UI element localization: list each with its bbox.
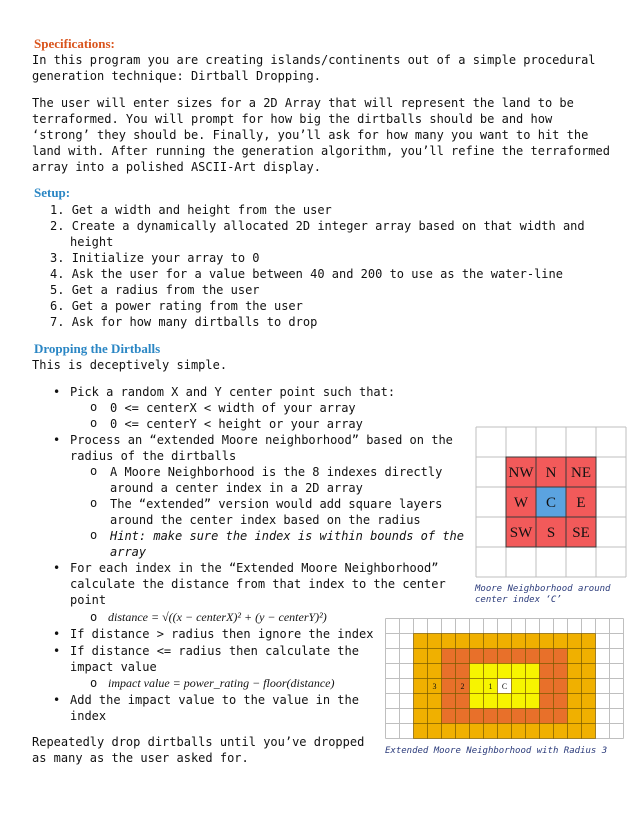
circle-bullet-icon: o [90, 416, 98, 430]
ring-middle-cell [498, 649, 512, 664]
list-item [50, 202, 585, 218]
text-line: impact value [70, 660, 157, 674]
ring-outer-cell [582, 664, 596, 679]
circle-bullet-icon: o [90, 528, 98, 542]
cell-label: W [513, 495, 529, 511]
ring-inner-cell [484, 694, 498, 709]
bullet-calculate-impact [70, 643, 359, 675]
text-line: index [70, 709, 107, 723]
sub-bullet-centerx: 0 <= centerX < width of your array [110, 401, 356, 415]
ring-middle-cell [554, 679, 568, 694]
sub-bullet-hint [110, 528, 464, 560]
list-text: Ask for how many dirtballs to drop [71, 315, 318, 329]
moore-cells [506, 457, 596, 547]
list-number: 2. [50, 219, 65, 233]
ring-middle-cell [554, 649, 568, 664]
ring-inner-cell [512, 679, 526, 694]
ring-outer-cell [540, 724, 554, 739]
bullet-dot-icon: • [53, 644, 61, 658]
ring-outer-cell [568, 709, 582, 724]
ring-outer-cell [428, 634, 442, 649]
bullet-add-impact [70, 692, 359, 724]
ring-inner-cell [498, 664, 512, 679]
ring-inner-cell [484, 664, 498, 679]
list-text: Get a width and height from the user [71, 203, 332, 217]
list-item [50, 266, 585, 282]
ring-middle-cell [540, 679, 554, 694]
ring-middle-cell [456, 649, 470, 664]
ring-inner-cell [526, 664, 540, 679]
ring-middle-cell [512, 709, 526, 724]
ring-outer-cell [582, 634, 596, 649]
ring-middle-cell [540, 664, 554, 679]
ring-inner-cell [498, 694, 512, 709]
ring-label: 3 [432, 682, 437, 691]
ring-outer-cell [456, 724, 470, 739]
text-line: point [70, 593, 107, 607]
specifications-heading: Specifications: [34, 36, 115, 51]
ring-outer-cell [414, 634, 428, 649]
list-text: Ask the user for a value between 40 and 200 to use as the water-line [71, 267, 563, 281]
ring-middle-cell [540, 694, 554, 709]
list-number: 7. [50, 315, 65, 329]
ring-outer-cell [512, 634, 526, 649]
cell-label: N [545, 465, 557, 481]
list-number: 5. [50, 283, 65, 297]
ring-outer-cell [582, 649, 596, 664]
text-line: ‘strong’ they should be. Finally, you’ll ask for how many you want to hit the [32, 128, 589, 142]
ring-middle-cell [554, 664, 568, 679]
list-number: 6. [50, 299, 65, 313]
distance-formula: distance = √((x − centerX)² + (y − centerY)²) [108, 610, 327, 624]
ring-middle-cell [456, 709, 470, 724]
ring-outer-cell [554, 634, 568, 649]
bullet-ignore-index: If distance > radius then ignore the index [70, 627, 374, 641]
ring-outer-cell [554, 724, 568, 739]
ring-middle-cell [442, 664, 456, 679]
ring-middle-cell [470, 709, 484, 724]
text-line: land with. After running the generation algorithm, you’ll refine the terraformed [32, 144, 610, 158]
list-item [50, 250, 585, 266]
bullet-extended-moore [70, 432, 453, 464]
ring-middle-cell [540, 709, 554, 724]
text-line: as many as the user asked for. [32, 751, 249, 765]
ring-outer-cell [428, 709, 442, 724]
ring-inner-cell [526, 679, 540, 694]
text-line: around the center index based on the radius [110, 513, 421, 527]
ring-outer-cell [484, 724, 498, 739]
ring-outer-cell [582, 679, 596, 694]
sub-bullet-moore-definition [110, 464, 442, 496]
ring-outer-cell [568, 694, 582, 709]
list-number: 1. [50, 203, 65, 217]
ring-middle-cell [470, 649, 484, 664]
list-text: Get a power rating from the user [71, 299, 303, 313]
ring-outer-cell [414, 724, 428, 739]
ring-inner-cell [470, 679, 484, 694]
text-line: array [110, 545, 147, 559]
ring-middle-cell [442, 694, 456, 709]
text-line: calculate the distance from that index to the center [70, 577, 446, 591]
ring-outer-cell [498, 724, 512, 739]
ring-middle-cell [554, 694, 568, 709]
ring-outer-cell [442, 634, 456, 649]
list-text: Get a radius from the user [71, 283, 260, 297]
cell-label: S [546, 525, 556, 541]
ring-outer-cell [498, 634, 512, 649]
text-line: array into a polished ASCII-Art display. [32, 160, 321, 174]
ring-inner-cell [470, 694, 484, 709]
ring-middle-cell [526, 709, 540, 724]
ring-outer-cell [512, 724, 526, 739]
circle-bullet-icon: o [90, 400, 98, 414]
text-line: Hint: make sure the index is within bounds of the [110, 529, 465, 543]
ring-outer-cell [582, 724, 596, 739]
sub-bullet-centery: 0 <= centerY < height or your array [110, 417, 363, 431]
setup-heading: Setup: [34, 185, 71, 200]
list-text: Create a dynamically allocated 2D integer array based on that width and [71, 219, 585, 233]
ring-inner-cell [512, 664, 526, 679]
ring-middle-cell [442, 679, 456, 694]
text-line: radius of the dirtballs [70, 449, 237, 463]
ring-outer-cell [442, 724, 456, 739]
sub-bullet-extended-version [110, 496, 442, 528]
ring-outer-cell [470, 724, 484, 739]
bullet-dot-icon: • [53, 385, 61, 399]
circle-bullet-icon: o [90, 464, 98, 478]
ring-middle-cell [484, 709, 498, 724]
list-number: 4. [50, 267, 65, 281]
bullet-dot-icon: • [53, 561, 61, 575]
cell-label: NE [571, 465, 591, 481]
ring-middle-cell [554, 709, 568, 724]
ring-middle-cell [512, 649, 526, 664]
extended-moore-figure [385, 618, 626, 740]
specifications-paragraph-1 [32, 52, 596, 84]
bullet-dot-icon: • [53, 433, 61, 447]
cell-label: C [545, 495, 557, 511]
ring-outer-cell [568, 664, 582, 679]
ring-middle-cell [484, 649, 498, 664]
extended-caption: Extended Moore Neighborhood with Radius 3 [385, 746, 608, 756]
ring-outer-cell [428, 664, 442, 679]
ring-outer-cell [484, 634, 498, 649]
text-line: For each index in the “Extended Moore Neighborhood” [70, 561, 439, 575]
cell-label: SE [572, 525, 590, 541]
text-line: The user will enter sizes for a 2D Array that will represent the land to be [32, 96, 574, 110]
list-item [50, 282, 585, 298]
specifications-paragraph-2 [32, 95, 610, 175]
ring-outer-cell [582, 709, 596, 724]
list-item [50, 298, 585, 314]
ring-inner-cell [526, 694, 540, 709]
ring-middle-cell [526, 649, 540, 664]
text-line: generation technique: Dirtball Dropping. [32, 69, 321, 83]
caption-line: Moore Neighborhood around [475, 584, 611, 594]
text-line: The “extended” version would add square layers [110, 497, 443, 511]
ring-middle-cell [456, 664, 470, 679]
text-line: around a center index in a 2D array [110, 481, 363, 495]
ring-label: C [501, 682, 508, 691]
ring-middle-cell [540, 649, 554, 664]
dropping-intro: This is deceptively simple. [32, 358, 228, 372]
text-line: terraformed. You will prompt for how big the dirtballs should be and how [32, 112, 553, 126]
ring-outer-cell [414, 649, 428, 664]
ring-middle-cell [498, 709, 512, 724]
list-text: Initialize your array to 0 [71, 251, 260, 265]
ring-middle-cell [442, 649, 456, 664]
list-item [50, 314, 585, 330]
ring-outer-cell [414, 709, 428, 724]
bullet-random-center: Pick a random X and Y center point such that: [70, 385, 396, 399]
circle-bullet-icon: o [90, 610, 98, 624]
text-line: Repeatedly drop dirtballs until you’ve dropped [32, 735, 365, 749]
closing-paragraph [32, 734, 364, 766]
setup-list [50, 202, 585, 330]
ring-outer-cell [540, 634, 554, 649]
ring-middle-cell [456, 694, 470, 709]
ring-outer-cell [568, 679, 582, 694]
list-item [50, 218, 585, 234]
ring-outer-cell [428, 694, 442, 709]
ring-outer-cell [414, 694, 428, 709]
circle-bullet-icon: o [90, 676, 98, 690]
moore-neighborhood-figure [475, 426, 627, 578]
text-line: Process an “extended Moore neighborhood” based on the [70, 433, 453, 447]
ring-outer-cell [526, 634, 540, 649]
list-number: 3. [50, 251, 65, 265]
ring-outer-cell [414, 679, 428, 694]
ring-middle-cell [442, 709, 456, 724]
ring-inner-cell [512, 694, 526, 709]
dropping-heading: Dropping the Dirtballs [34, 341, 161, 356]
list-item-continuation: height [70, 235, 114, 249]
cell-label: NW [508, 465, 534, 481]
bullet-calculate-distance [70, 560, 446, 608]
ring-label: 1 [488, 682, 493, 691]
ring-outer-cell [582, 694, 596, 709]
cell-label: SW [509, 525, 533, 541]
circle-bullet-icon: o [90, 496, 98, 510]
text-line: A Moore Neighborhood is the 8 indexes directly [110, 465, 443, 479]
ring-outer-cell [428, 649, 442, 664]
ring-outer-cell [414, 664, 428, 679]
ring-outer-cell [428, 724, 442, 739]
text-line: Add the impact value to the value in the [70, 693, 359, 707]
bullet-dot-icon: • [53, 627, 61, 641]
caption-line: center index ‘C’ [475, 595, 562, 605]
ring-outer-cell [526, 724, 540, 739]
cell-label: E [576, 495, 586, 511]
ring-outer-cell [568, 724, 582, 739]
text-line: If distance <= radius then calculate the [70, 644, 359, 658]
moore-caption [475, 584, 610, 606]
impact-formula: impact value = power_rating − floor(distance) [108, 676, 335, 690]
bullet-dot-icon: • [53, 693, 61, 707]
ring-inner-cell [470, 664, 484, 679]
text-line: In this program you are creating islands/continents out of a simple procedural [32, 53, 596, 67]
ring-outer-cell [568, 634, 582, 649]
ring-label: 2 [460, 682, 465, 691]
ring-outer-cell [470, 634, 484, 649]
ring-outer-cell [568, 649, 582, 664]
ring-outer-cell [456, 634, 470, 649]
